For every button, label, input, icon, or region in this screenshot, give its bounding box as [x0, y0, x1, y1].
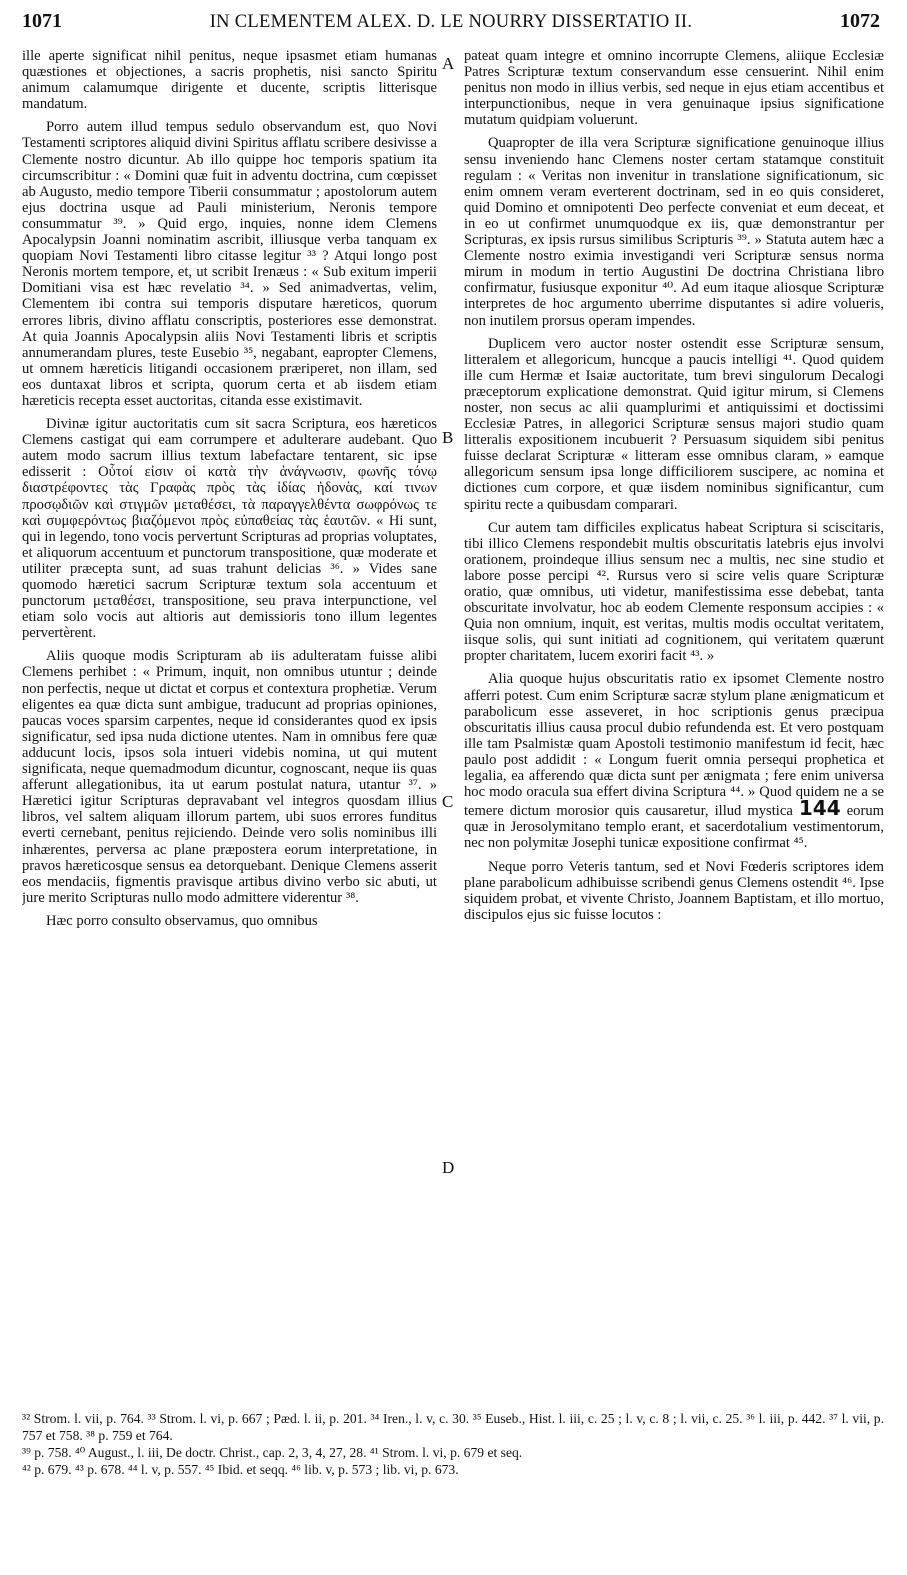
running-header	[22, 6, 880, 38]
inline-page-number: 144	[798, 796, 841, 821]
margin-letter-c: C	[442, 792, 454, 811]
left-page-number: 1071	[22, 10, 62, 32]
left-paragraph-5: Hæc porro consulto observamus, quo omnibus	[46, 912, 318, 929]
right-paragraph-4: Cur autem tam difficiles explicatus habeat Scriptura si sciscitaris, tibi illico Clemens respondebit multis obscuritatis latebris ejus involvi orationem, proindeque illius sensum nec a multis, nec sine studio et labore posse percipi ⁴². Rursus vero si scire velis quare Scripturæ oratio, quæ omnibus, uti videtur, manifestissima esse debebat, tanta obscuritate involvatur, hoc ab eodem Clemente responsum accipies : « Quia non omnium, inquit, est veritas, multis modis occultat veritatem, iisque solis, qui sunt initiati ad cognitionem, qui veritatem quærunt propter charitatem, lucem exoriri facit ⁴³. »	[464, 519, 884, 665]
right-paragraph-6: Neque porro Veteris tantum, sed et Novi Fœderis scriptores idem plane parabolicum adhibuisse scribendi genus Clemens ostendit ⁴⁶. Ipse siquidem probat, et vivente Christo, Joannem Baptistam, et illo mortuo, discipulos ejus sic fuisse locutos :	[464, 858, 884, 923]
left-column	[22, 48, 437, 1388]
right-paragraph-1: pateat quam integre et omnino incorrupte Clemens, aliique Ecclesiæ Patres Scripturæ textum conservandum esse censuerint. Nihil enim penitus non modo in illius verbis, sed neque in ejus etiam accentibus et interpunctionibus, neque in vera genuinaque ipsius significatione mutatum quidpiam voluerunt.	[464, 48, 884, 129]
margin-letter-a: A	[442, 54, 455, 73]
right-paragraph-2: Quapropter de illa vera Scripturæ significatione genuinoque illius sensu inveniendo hanc Clemens noster certam statamque constituit regulam : « Veritas non invenitur in translatione significationum, sic enim omnem veram everterent doctrinam, sed in eo quis consideret, quid Domino et omnipotenti Deo perfecte conveniat et eum deceat, et in eo ut confirmet unumquodque ex iis, quæ demonstrantur per Scripturas, ex ipsis rursus similibus Scripturis ³⁹. » Statuta autem hæc a Clemente nostro eximia investigandi veri Scripturæ sensus norma mirum in modum in tertio Augustini De doctrina Christiana libro confirmatur, fusiusque exponitur ⁴⁰. Ad eum itaque aliosque Scripturæ interpretes de hoc argumento uberrime disputantes si adire volueris, non inutilem prorsus operam impendes.	[464, 135, 884, 329]
margin-letter-b: B	[442, 428, 454, 447]
right-paragraph-5-continued: eorum quæ in Jerosolymitano templo erant, et sacerdotalium vestimentorum, nec non polymitæ Josephi tunicæ expositione confirmat ⁴⁵.	[464, 803, 884, 852]
right-column	[464, 48, 884, 1388]
footnote-line-3: ⁴² p. 679. ⁴³ p. 678. ⁴⁴ l. v, p. 557. ⁴⁵ Ibid. et seqq. ⁴⁶ lib. v, p. 573 ; lib. vi, p. 673.	[22, 1462, 459, 1477]
left-paragraph-3: Divinæ igitur auctoritatis cum sit sacra Scriptura, eos hæreticos Clemens castigat qui eam corrumpere et adulterare audebant. Quo autem modo sacrum illius textum labefactare tentarent, sic ipse edisserit : Οὗτοί εἰσιν οἱ κατὰ τὴν ἀνάγνωσιν, φωνῆς τόνῳ διαστρέφοντες τὰς Γραφὰς πρὸς τὰς ἰδίας ἡδονὰς, καί τινων προσῳδιῶν καὶ στιγμῶν μεταθέσει, τὰ παραγγελθέντα σωφρόνως τε καὶ συμφερόντως βιαζόμενοι πρὸς εὐπαθείας τὰς ἑαυτῶν. « Hi sunt, qui in legendo, tono vocis pervertunt Scripturas ad proprias voluptates, et aliquorum accentuum et punctorum transpositione, quæ moderate et utiliter præcepta sunt, ad suas trahunt delicias ³⁶. » Vides sane quomodo hæretici sacrum Scripturæ textum sola accentuum et punctorum μεταθέσει, transpositione, seu prava interpunctione, vel etiam solo vocis aut altioris aut demissioris tono illum legentes pervertèrent.	[22, 416, 437, 642]
left-paragraph-1: ille aperte significat nihil penitus, neque ipsasmet etiam humanas quæstiones et objectiones, a sacris prophetis, nisi sancto Spiritu animum calamumque dirigente et ducente, scriptis litterisque mandatum.	[22, 48, 437, 113]
left-paragraph-2: Porro autem illud tempus sedulo observandum est, quo Novi Testamenti scriptores aliquid divini Spiritus afflatu scribere desivisse a Clemente nostro dicuntur. Ab illo quippe hoc temporis spatium ita circumscribitur : « Domini quæ fuit in adventu doctrina, cum cœpisset ab Augusto, medio tempore Tiberii consummatur ; apostolorum autem ejus doctrina usque ad Pauli ministerium, Neronis tempore consummatur ³⁹. » Quid ergo, inquies, nonne idem Clemens Apocalypsin Joanni nominatim ascribit, illiusque verba tanquam ex quopiam Novi Testamenti libro citasse legitur ³³ ? Atqui longo post Neronis mortem tempore, et, ut scribit Irenæus : « Sub exitum imperii Domitiani visa est hæc revelatio ³⁴. » Sed animadvertas, velim, Clementem ibi contra sui temporis disputare hæreticos, quorum errores libris, divino afflatu conscriptis, posteriores esse demonstrat. At quia Joannis Apocalypsin aliis Novi Testamenti libris et scriptis annumerandam plures, teste Eusebio ³⁵, negabant, eapropter Clemens, ut omnem hæreticis litigandi occasionem præriperet, non illam, sed eos duntaxat libros et scripta, quorum certa et ab iisdem etiam hæreticis recepta esset auctoritas, citanda esse existimavit.	[22, 119, 437, 409]
right-paragraph-3: Duplicem vero auctor noster ostendit esse Scripturæ sensum, litteralem et allegoricum, huncque a paucis intelligi ⁴¹. Quod quidem ille cum Hermæ et Isaiæ auctoritate, tum brevi singulorum Decalogi præceptorum explicatione demonstrat. Quid igitur mirum, si Clemens noster, non secus ac alii quamplurimi et antiquissimi et doctissimi Ecclesiæ Patres, in allegorici Scripturæ sensus majori studio quam litteralis expositionem incubuerit ? Persuasum siquidem sibi penitus fuisse declarat Scripturæ « litteram esse omnibus claram, » eamque allegoricum sensum ipsa longe difficiliorem suscipere, ac nomina et dictiones cum corpore, et quæ iisdem nominibus significantur, cum spiritu recte a quibusdam comparari.	[464, 335, 884, 513]
right-page-number: 1072	[840, 10, 880, 32]
left-paragraph-4: Aliis quoque modis Scripturam ab iis adulteratam fuisse alibi Clemens perhibet : « Primum, inquit, non omnibus utuntur ; deinde non perfectis, neque ut dictat et corpus et contextura prophetiæ. Verum eligentes ea quæ dicta sunt ambigue, traducunt ad proprias opiniones, paucas voces sparsim carpentes, neque id considerantes quod ex ipsis significatur, sed ipsa nuda dictione utentes. Nam in omnibus fere quæ adducunt locis, ipsos sola intueri videbis nomina, ut qui mutent significata, neque quemadmodum dicuntur, cognoscant, neque iis quas afferunt allegationibus, ita ut earum postulat natura, utantur ³⁷. » Hæretici igitur Scripturas depravabant vel integros quosdam illius libros, vel saltem aliquam illorum partem, ubi suos errores funditus everti cernebant, penitus rejiciendo. Deinde vero solis nominibus illi inhærentes, perversa ac plane præpostera eorum interpretatione, in pravos hæreticosque sensus ea detorquebant. Denique Clemens asserit eos mendaciis, figmentis pravisque artibus divino verbo sic abuti, ut jure merito Scripturas nullo modo admittere viderentur ³⁸.	[22, 648, 437, 906]
footnote-line-1: ³² Strom. l. vii, p. 764. ³³ Strom. l. vi, p. 667 ; Pæd. l. ii, p. 201. ³⁴ Iren., l. v, c. 30. ³⁵ Euseb., Hist. l. iii, c. 25 ; l. v, c. 8 ; l. vii, c. 25. ³⁶ l. iii, p. 442. ³⁷ l. vii, p. 757 et 758. ³⁸ p. 759 et 764.	[22, 1411, 884, 1443]
footnotes	[22, 1410, 884, 1478]
right-paragraph-5-text: Alia quoque hujus obscuritatis ratio ex ipsomet Clemente nostro afferri potest. Cum enim Scripturæ sacræ stylum plane ænigmaticum et parabolicum esse asseveret, in hoc scriptionis genus præcipua obscuritatis illius causa procul dubio refundenda est. Et vero postquam ille tam Psalmistæ quam Apostoli testimonio manifestum id fecit, hæc paulo post addidit : « Longum fuerit omnia persequi prophetica et legalia, ea afferendo quæ dicta sunt per ænigmata ; fere enim universa hoc modo oracula sua effert divina Scriptura ⁴⁴. » Quod quidem ne a se temere dictum morosior quis causaretur, illud mystica	[464, 671, 884, 820]
running-title: IN CLEMENTEM ALEX. D. LE NOURRY DISSERTATIO II.	[209, 12, 693, 32]
margin-letter-d: D	[442, 1158, 455, 1177]
right-paragraph-5	[464, 671, 884, 851]
footnote-line-2: ³⁹ p. 758. ⁴⁰ August., l. iii, De doctr. Christ., cap. 2, 3, 4, 27, 28. ⁴¹ Strom. l. vi, p. 679 et seq.	[22, 1445, 523, 1460]
